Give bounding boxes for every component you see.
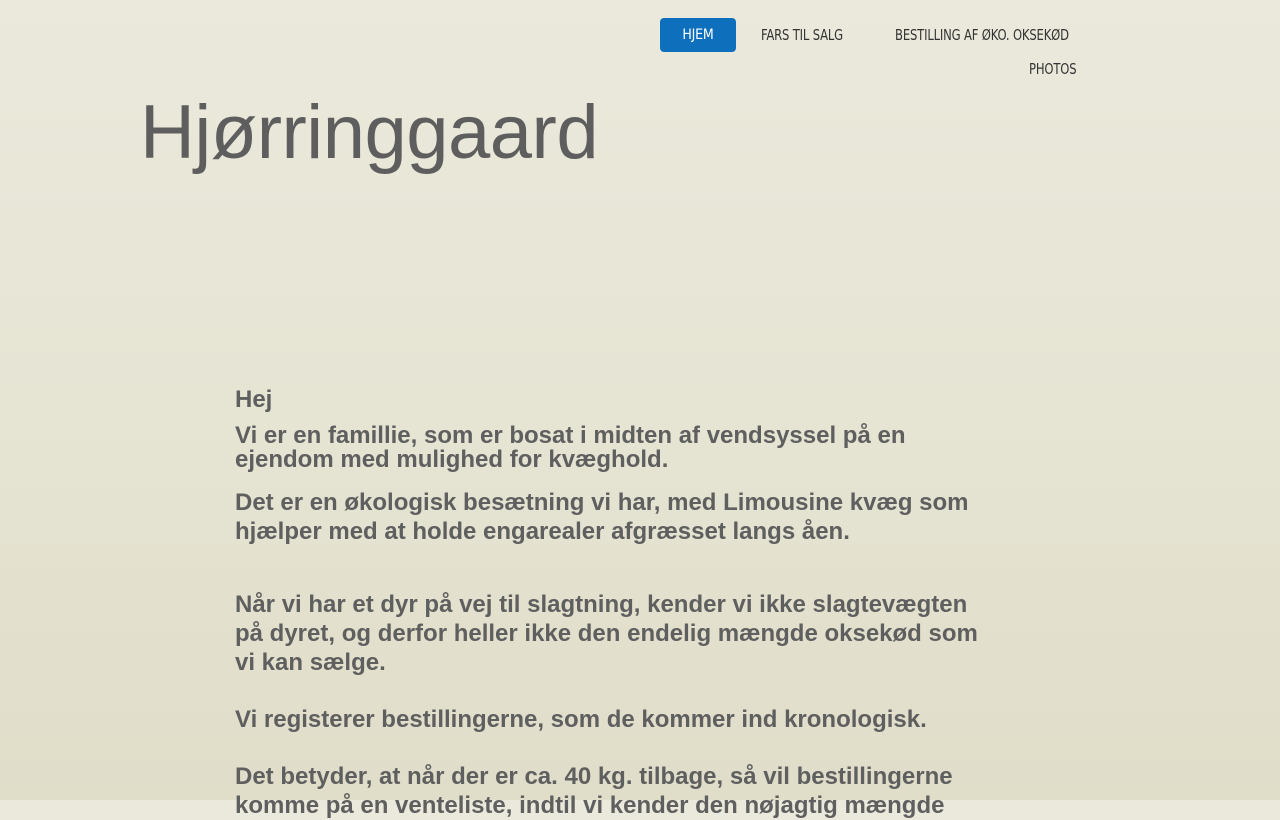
site-title[interactable]: Hjørringgaard — [140, 90, 599, 175]
main-content — [235, 384, 995, 820]
waitlist-paragraph: Det betyder, at når der er ca. 40 kg. tilbage, så vil bestillingerne komme på en venteliste, indtil vi kender den nøjagtig mængde — [235, 763, 953, 819]
nav-item-photos[interactable]: PHOTOS — [1029, 60, 1077, 78]
nav-item-hjem[interactable]: HJEM — [660, 18, 736, 52]
herd-paragraph: Det er en økologisk besætning vi har, med Limousine kvæg som hjælper med at holde engarealer afgræsset langs åen. — [235, 489, 969, 545]
nav-item-bestilling[interactable]: BESTILLING AF ØKO. OKSEKØD — [895, 26, 1069, 44]
registration-paragraph: Vi registerer bestillingerne, som de kommer ind kronologisk. — [235, 706, 927, 733]
intro-paragraph: Vi er en famillie, som er bosat i midten af vendsyssel på en ejendom med mulighed for kvæghold. — [235, 422, 906, 473]
nav-item-fars-til-salg[interactable]: FARS TIL SALG — [761, 26, 844, 44]
slaughter-paragraph: Når vi har et dyr på vej til slagtning, kender vi ikke slagtevægten på dyret, og derfor heller ikke den endelig mængde oksekød som vi kan sælge. — [235, 591, 978, 676]
main-navigation — [660, 18, 1100, 88]
spacer — [235, 677, 995, 705]
spacer — [235, 734, 995, 762]
spacer — [235, 546, 995, 590]
greeting-heading: Hej — [235, 386, 273, 413]
